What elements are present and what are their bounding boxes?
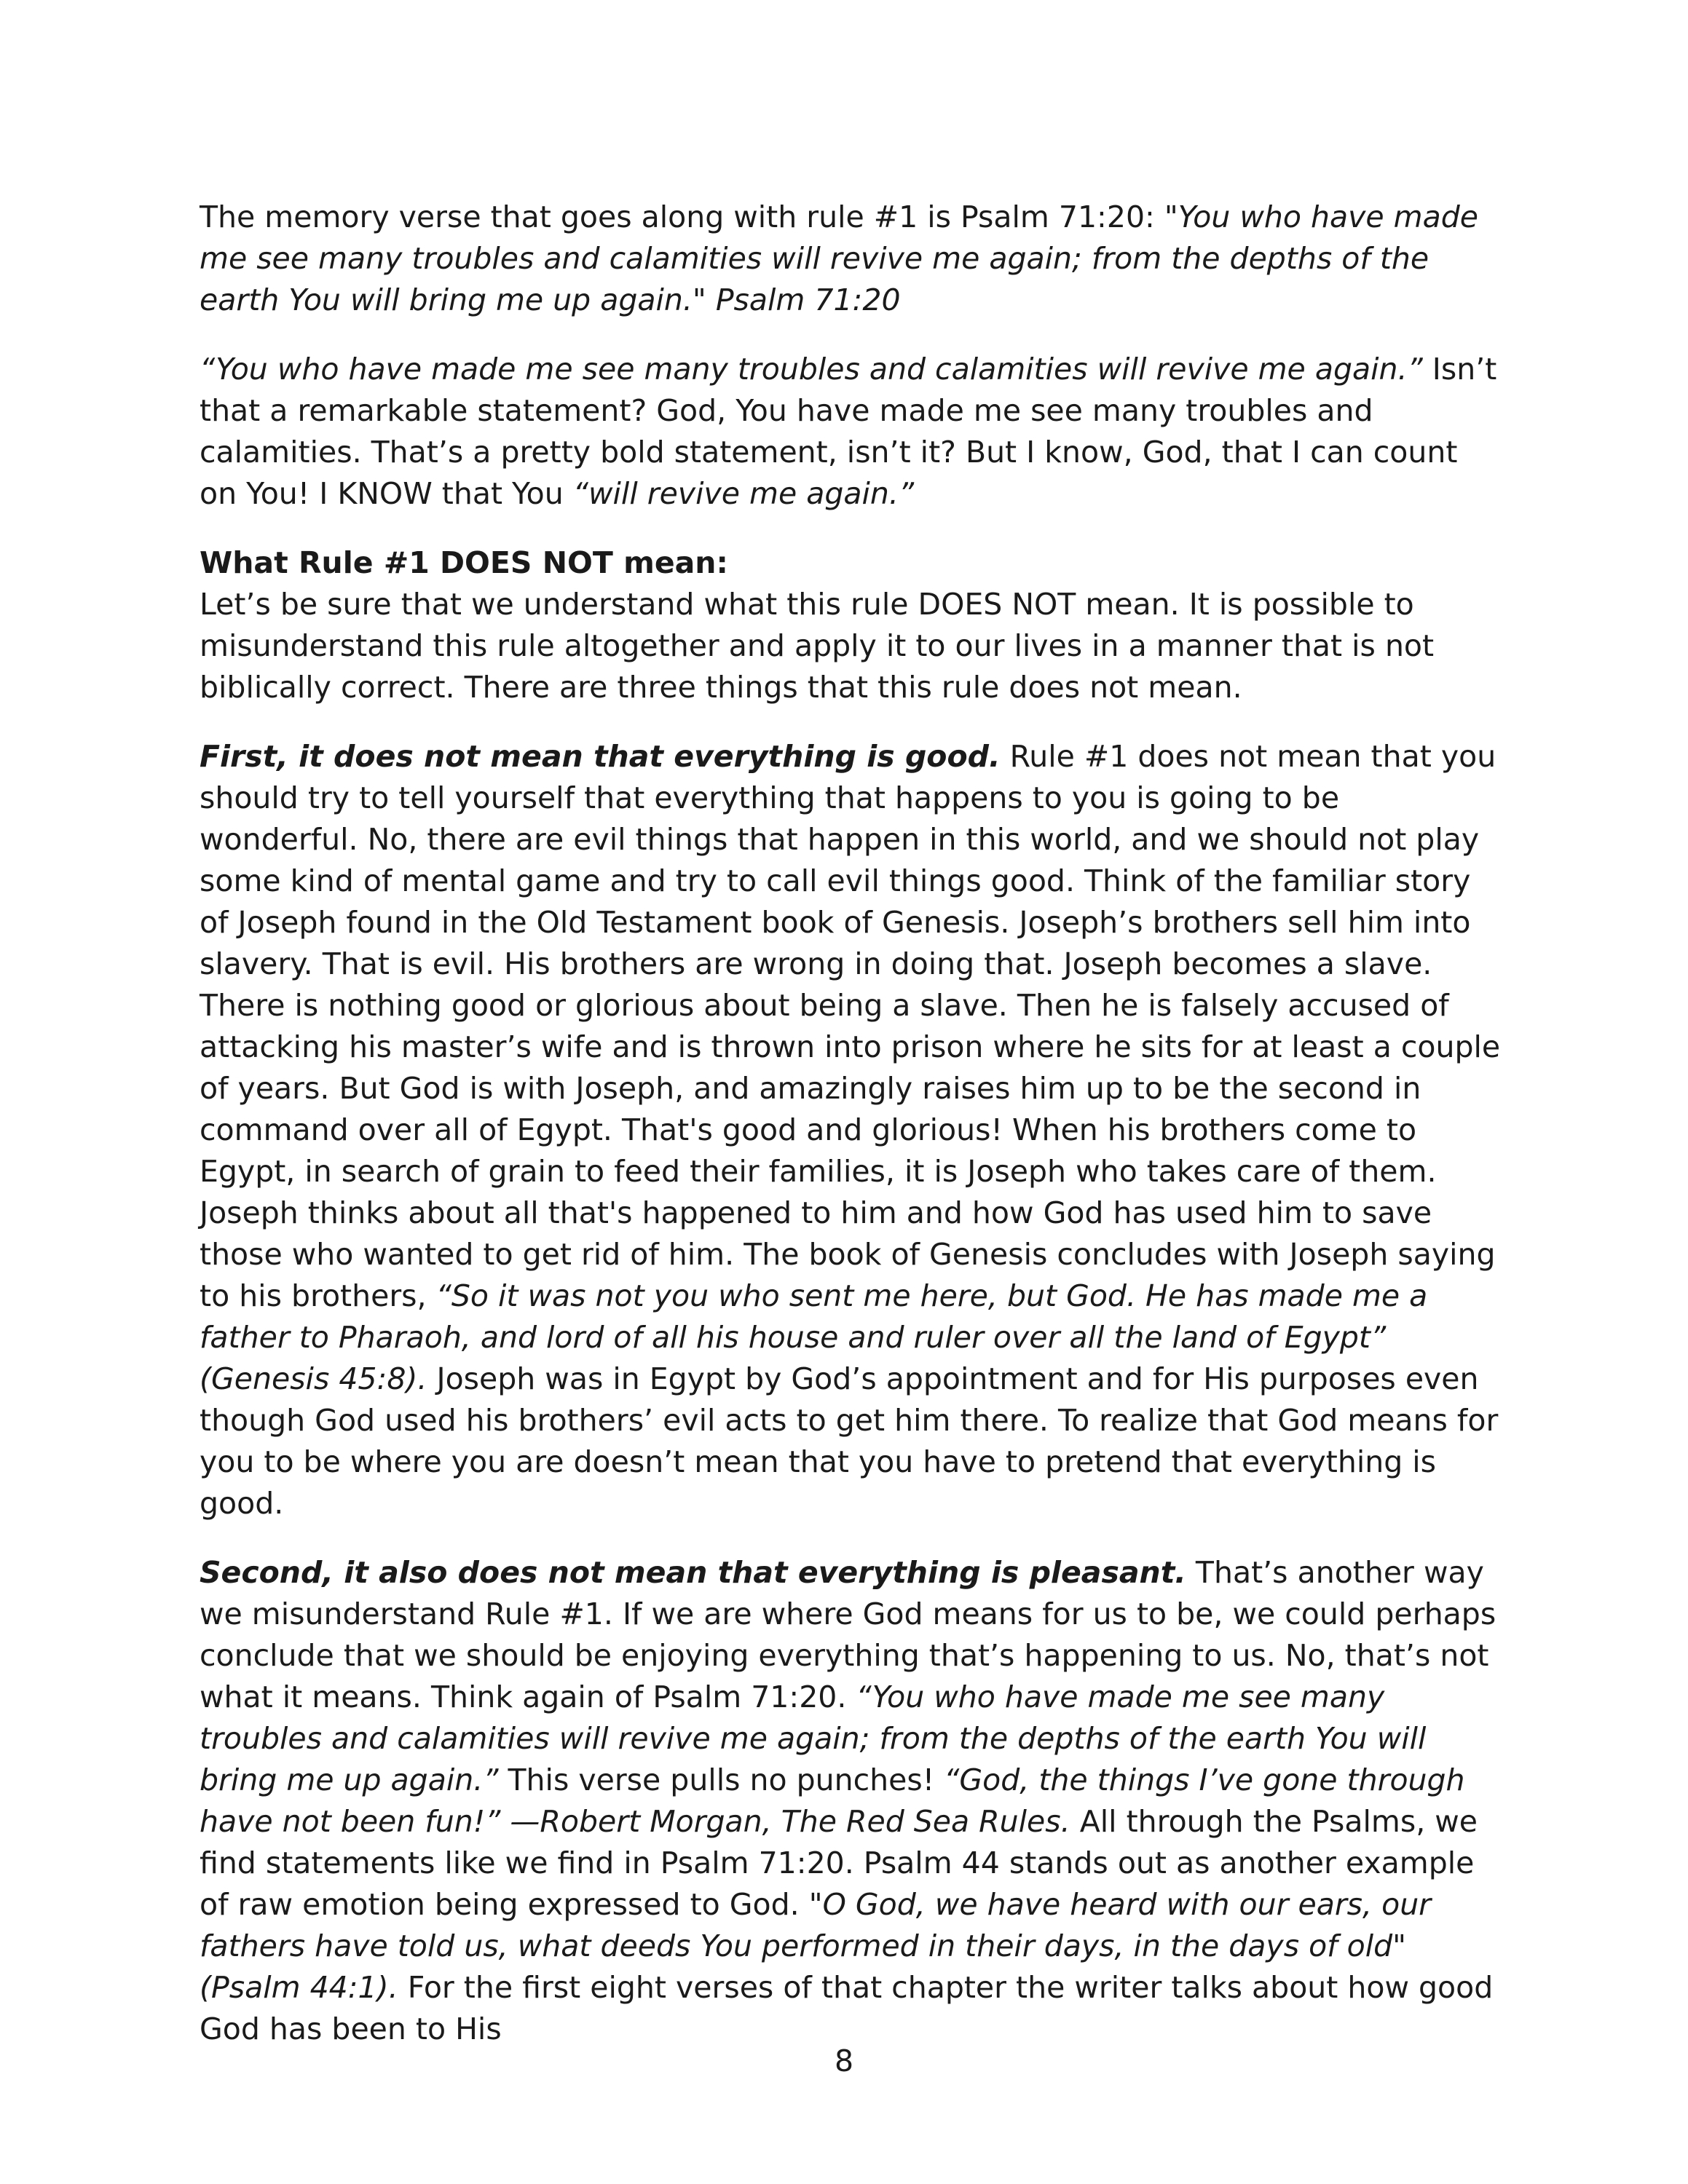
memory-verse-reference: Psalm 71:20 bbox=[706, 282, 901, 317]
paragraph-memory-verse bbox=[200, 197, 1503, 321]
genesis-quote: “So it was not you who sent me here, but God. He has made me a father to Pharaoh, and lord of all his house and ruler over all the land of Egypt” (Genesis 45:8). bbox=[200, 1278, 1428, 1396]
paragraph-text: Let’s be sure that we understand what this rule DOES NOT mean. It is possible to misunderstand this rule altogether and apply it to our lives in a manner that is not biblically correct. There are three things that this rule does not mean. bbox=[200, 587, 1435, 705]
paragraph-remarkable-statement bbox=[200, 349, 1503, 515]
paragraph-not-everything-good bbox=[200, 736, 1503, 1524]
paragraph-text-3: All through the Psalms, we find statements like we find in Psalm 71:20. Psalm 44 stands out as another example of raw emotion being expressed to God. " bbox=[200, 1804, 1478, 1922]
psalm-71-quote: “You who have made me see many troubles and calamities will revive me again; from the depths of the earth You will bring me up again.” bbox=[200, 1679, 1427, 1797]
paragraph-not-everything-pleasant bbox=[200, 1552, 1503, 2050]
paragraph-text-2: This verse pulls no punches! bbox=[498, 1762, 944, 1797]
morgan-quote: “God, the things I’ve gone through have not been fun!” —Robert Morgan, The Red Sea Rules. bbox=[200, 1762, 1465, 1839]
paragraph-text: Isn’t that a remarkable statement? God, You have made me see many troubles and calamities. That’s a pretty bold statement, isn’t it? But I know, God, that I can count on You! I KNOW that You bbox=[200, 352, 1497, 511]
memory-verse-quote: You who have made me see many troubles and calamities will revive me again; from the depths of the earth You will bring me up again. bbox=[200, 199, 1478, 317]
point-lead-second: Second, it also does not mean that everything is pleasant. bbox=[200, 1555, 1186, 1590]
verse-quote-revive: “will revive me again.” bbox=[572, 476, 915, 511]
memory-verse-intro: The memory verse that goes along with rule #1 is Psalm 71:20: " bbox=[200, 199, 1178, 234]
paragraph-text: Rule #1 does not mean that you should try to tell yourself that everything that happens to you is going to be wonderful. No, there are evil things that happen in this world, and we should not play some kind of mental game and try to call evil things good. Think of the familiar story of Joseph found in the Old Testament book of Genesis. Joseph’s brothers sell him into slavery. That is evil. His brothers are wrong in doing that. Joseph becomes a slave. There is nothing good or glorious about being a slave. Then he is falsely accused of attacking his master’s wife and is thrown into prison where he sits for at least a couple of years. But God is with Joseph, and amazingly raises him up to be the second in command over all of Egypt. That's good and glorious! When his brothers come to Egypt, in search of grain to feed their families, it is Joseph who takes care of them. Joseph thinks about all that's happened to him and how God has used him to save those who wanted to get rid of him. The book of Genesis concludes with Joseph saying to his brothers, bbox=[200, 739, 1501, 1313]
body-text bbox=[200, 197, 1503, 2078]
point-lead-first: First, it does not mean that everything is good. bbox=[200, 739, 1001, 774]
section-heading: What Rule #1 DOES NOT mean: bbox=[200, 545, 728, 580]
paragraph-text-5: For the first eight verses of that chapter the writer talks about how good God has been to His bbox=[200, 1970, 1494, 2046]
memory-verse-close: " bbox=[692, 282, 706, 317]
psalm-44-quote: O God, we have heard with our ears, our fathers have told us, what deeds You performed in their days, in the days of old bbox=[200, 1887, 1432, 1963]
paragraph-text: That’s another way we misunderstand Rule #1. If we are where God means for us to be, we could perhaps conclude that we should be enjoying everything that’s happening to us. No, that’s not what it means. Think again of Psalm 71:20. bbox=[200, 1555, 1496, 1714]
paragraph-does-not-mean bbox=[200, 542, 1503, 708]
paragraph-text-continued: Joseph was in Egypt by God’s appointment and for His purposes even though God used his brothers’ evil acts to get him there. To realize that God means for you to be where you are doesn’t mean that you have to pretend that everything is good. bbox=[200, 1361, 1499, 1521]
page-number: 8 bbox=[834, 2043, 854, 2078]
psalm-44-reference: (Psalm 44:1). bbox=[200, 1970, 398, 2005]
paragraph-text-4: " bbox=[1392, 1928, 1406, 1963]
verse-quote: “You who have made me see many troubles and calamities will revive me again.” bbox=[200, 352, 1423, 387]
